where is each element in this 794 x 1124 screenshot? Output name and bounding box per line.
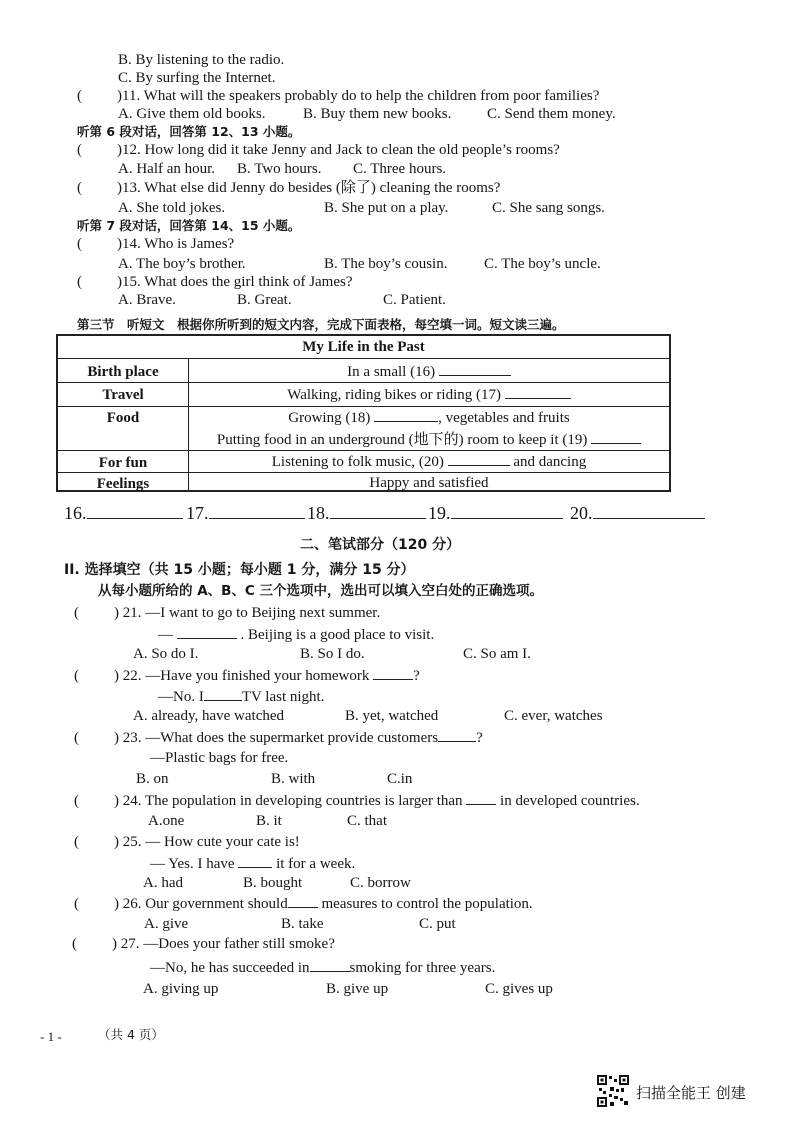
- q25-option-a: A. had: [143, 875, 183, 891]
- row-value-food-2: Putting food in an underground (地下的) room to keep it (19): [189, 430, 669, 449]
- q27-response: —No, he has succeeded in smoking for three years.: [150, 960, 496, 976]
- option-c-internet: C. By surfing the Internet.: [118, 70, 276, 86]
- scanner-watermark: 扫描全能王 创建: [636, 1084, 746, 1102]
- row-label-travel: Travel: [102, 387, 144, 403]
- q22-option-b: B. yet, watched: [345, 708, 439, 724]
- row-label-birth-place: Birth place: [87, 364, 159, 380]
- q23-option-a: B. on: [136, 771, 169, 787]
- question-21: ( ) 21. —I want to go to Beijing next summer.: [74, 605, 381, 621]
- page-total: （共 4 页）: [98, 1027, 164, 1042]
- q25-option-b: B. bought: [243, 875, 303, 891]
- q24-option-b: B. it: [256, 813, 282, 829]
- q15-option-c: C. Patient.: [383, 292, 446, 308]
- q12-option-b: B. Two hours.: [237, 161, 322, 177]
- answer-blank-16[interactable]: 16.: [64, 502, 183, 524]
- question-23: ( ) 23. —What does the supermarket provide customers ?: [74, 730, 483, 746]
- q27-option-a: A. giving up: [143, 981, 219, 997]
- question-13: ( )13. What else did Jenny do besides (除了) cleaning the rooms?: [77, 180, 501, 196]
- q26-option-b: B. take: [281, 916, 324, 932]
- q11-option-c: C. Send them money.: [487, 106, 616, 122]
- question-14: ( )14. Who is James?: [77, 236, 235, 252]
- q14-option-c: C. The boy’s uncle.: [484, 256, 601, 272]
- q22-option-c: C. ever, watches: [504, 708, 603, 724]
- q21-option-c: C. So am I.: [463, 646, 531, 662]
- q12-option-c: C. Three hours.: [353, 161, 447, 177]
- q25-option-c: C. borrow: [350, 875, 411, 891]
- q23-response: —Plastic bags for free.: [150, 750, 289, 766]
- question-25: ( ) 25. — How cute your cate is!: [74, 834, 300, 850]
- q22-response: —No. I TV last night.: [158, 689, 325, 705]
- q15-option-a: A. Brave.: [118, 292, 176, 308]
- page-number: - 1 -: [40, 1029, 62, 1044]
- table-title: My Life in the Past: [302, 339, 425, 355]
- q24-option-a: A.one: [148, 813, 185, 829]
- q13-option-c: C. She sang songs.: [492, 200, 605, 216]
- q22-option-a: A. already, have watched: [133, 708, 285, 724]
- q25-response: — Yes. I have it for a week.: [150, 856, 356, 872]
- option-b-radio: B. By listening to the radio.: [118, 52, 285, 68]
- row-label-feelings: Feelings: [96, 476, 150, 492]
- life-table: [56, 334, 671, 492]
- q13-option-b: B. She put on a play.: [324, 200, 449, 216]
- row-value-birth-place: In a small (16): [189, 362, 669, 381]
- section-3-heading: 第三节 听短文 根据你所听到的短文内容，完成下面表格，每空填一词。短文读三遍。: [77, 317, 565, 332]
- q27-option-c: C. gives up: [485, 981, 553, 997]
- row-value-travel: Walking, riding bikes or riding (17): [189, 385, 669, 404]
- question-12: ( )12. How long did it take Jenny and Jack to clean the old people’s rooms?: [77, 142, 560, 158]
- section-7-heading: 听第 7 段对话，回答第 14、15 小题。: [77, 218, 301, 233]
- answer-blank-17[interactable]: 17.: [186, 502, 305, 524]
- answer-blank-18[interactable]: 18.: [307, 502, 426, 524]
- q27-option-b: B. give up: [326, 981, 389, 997]
- row-label-for-fun: For fun: [98, 455, 148, 471]
- q12-option-a: A. Half an hour.: [118, 161, 216, 177]
- row-value-for-fun: Listening to folk music, (20) and dancing: [271, 454, 587, 470]
- q23-option-c: C.in: [387, 771, 413, 787]
- answer-blank-19[interactable]: 19.: [428, 502, 563, 524]
- section-ii-title: II. 选择填空（共 15 小题；每小题 1 分，满分 15 分）: [64, 562, 415, 578]
- answer-blank-20[interactable]: 20.: [570, 502, 705, 524]
- question-15: ( )15. What does the girl think of James?: [77, 274, 353, 290]
- q14-option-a: A. The boy’s brother.: [118, 256, 246, 272]
- q15-option-b: B. Great.: [237, 292, 292, 308]
- q21-option-b: B. So I do.: [300, 646, 365, 662]
- question-26: ( ) 26. Our government should measures to control the population.: [74, 896, 533, 912]
- part2-title: 二、笔试部分（120 分）: [300, 537, 461, 553]
- question-11: ( )11. What will the speakers probably do to help the children from poor families?: [77, 88, 600, 104]
- q24-option-c: C. that: [347, 813, 387, 829]
- q21-response: — . Beijing is a good place to visit.: [158, 627, 435, 643]
- q26-option-c: C. put: [419, 916, 456, 932]
- section-ii-instruction: 从每小题所给的 A、B、C 三个选项中，选出可以填入空白处的正确选项。: [98, 583, 544, 599]
- qr-code-icon: [596, 1074, 630, 1108]
- q13-option-a: A. She told jokes.: [118, 200, 226, 216]
- q11-option-a: A. Give them old books.: [118, 106, 266, 122]
- section-6-heading: 听第 6 段对话，回答第 12、13 小题。: [77, 124, 301, 139]
- q14-option-b: B. The boy’s cousin.: [324, 256, 448, 272]
- q26-option-a: A. give: [144, 916, 189, 932]
- question-27: ( ) 27. —Does your father still smoke?: [72, 936, 335, 952]
- row-value-food-1: Growing (18) , vegetables and fruits: [288, 410, 570, 426]
- row-value-feelings: Happy and satisfied: [369, 475, 489, 491]
- question-22: ( ) 22. —Have you finished your homework ?: [74, 668, 420, 684]
- q23-option-b: B. with: [271, 771, 316, 787]
- row-label-food: Food: [106, 410, 140, 426]
- question-24: ( ) 24. The population in developing countries is larger than in developed countries.: [74, 793, 640, 809]
- q21-option-a: A. So do I.: [133, 646, 199, 662]
- q11-option-b: B. Buy them new books.: [303, 106, 452, 122]
